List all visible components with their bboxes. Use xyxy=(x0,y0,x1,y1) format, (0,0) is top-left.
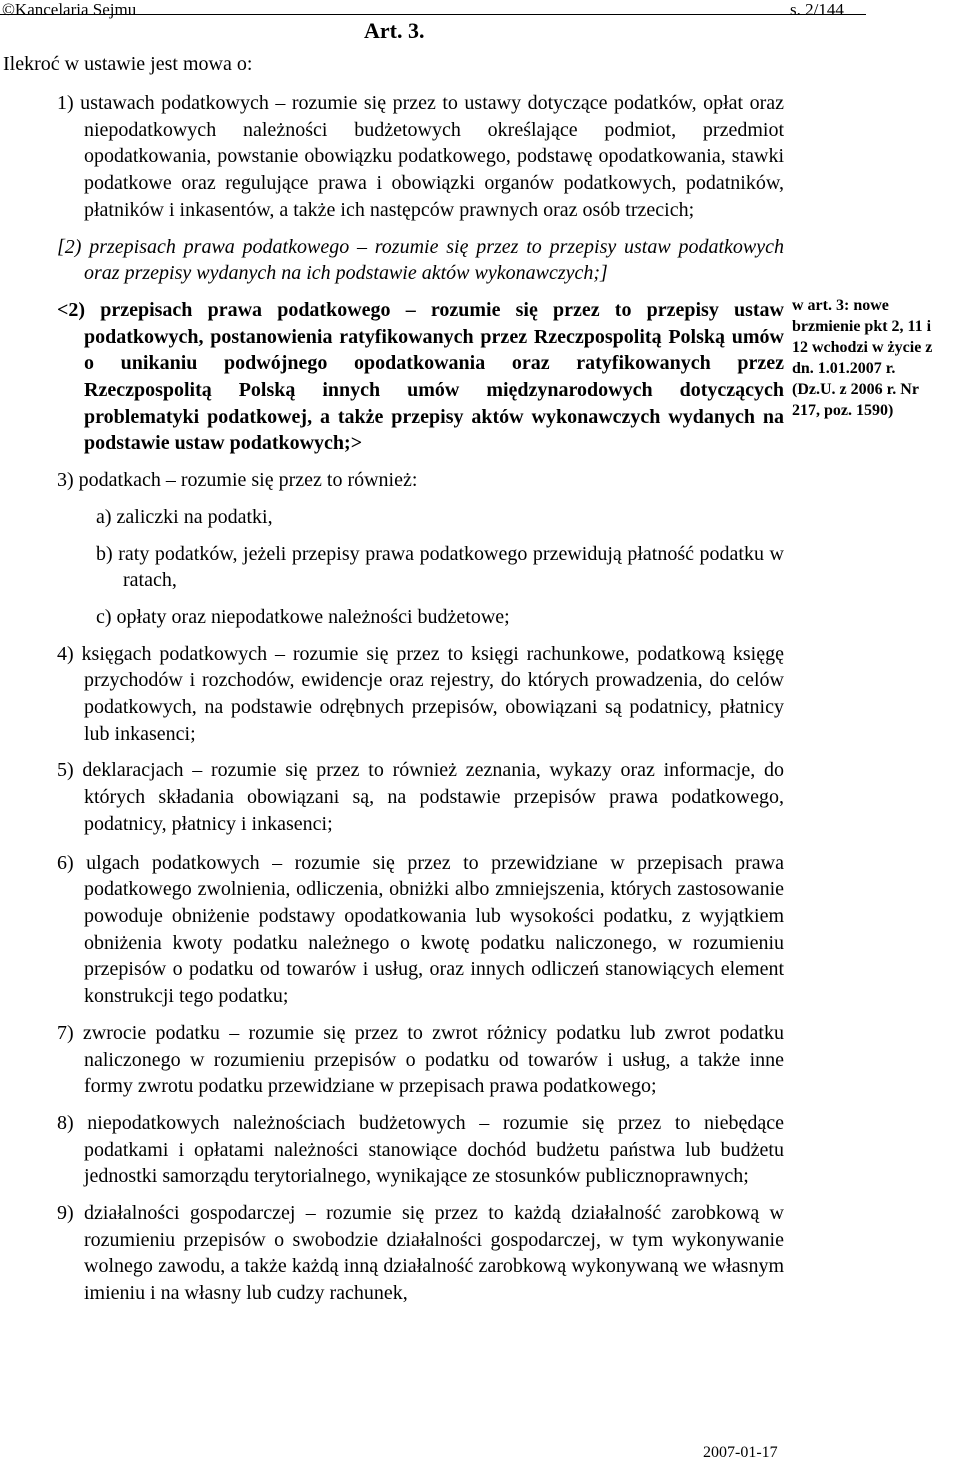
margin-note-line: dn. 1.01.2007 r. xyxy=(792,360,896,377)
item-3a: a) zaliczki na podatki, xyxy=(96,505,273,528)
article-intro: Ilekroć w ustawie jest mowa o: xyxy=(3,53,253,75)
margin-note xyxy=(792,295,960,421)
item-3c: c) opłaty oraz niepodatkowe należności budżetowe; xyxy=(96,605,510,628)
item-2-old-wording: [2) przepisach prawa podatkowego – rozumie się przez to przepisy ustaw podatkowych oraz przepisy wydanych na ich podstawie aktów wykonawczych;] xyxy=(57,235,784,285)
header-source: ©Kancelaria Sejmu xyxy=(2,0,137,19)
item-4: 4) księgach podatkowych – rozumie się przez to księgi rachunkowe, podatkową księgę przychodów i rozchodów, ewidencje oraz rejestry, do których prowadzenia, do celów podatkowych, na podstawie odrębnych przepisów, obowiązani są podatnicy, płatnicy lub inkasenci; xyxy=(57,642,784,745)
footer-date: 2007-01-17 xyxy=(703,1444,778,1461)
item-3b: b) raty podatków, jeżeli przepisy prawa podatkowego przewidują płatność podatku w ratach, xyxy=(96,542,784,592)
margin-note-line: (Dz.U. z 2006 r. Nr xyxy=(792,381,919,398)
margin-note-line: brzmienie pkt 2, 11 i xyxy=(792,318,932,335)
item-2-new-wording: <2) przepisach prawa podatkowego – rozumie się przez to przepisy ustaw podatkowych, postanowienia ratyfikowanych przez Rzeczpospolitą Polską umów o unikaniu podwójnego opodatkowania oraz ratyfikowanych przez Rzeczpospolitą Polską innych umów międzynarodowych dotyczących problematyki podatkowej, a także przepisy aktów wykonawczych wydanych na podstawie ustaw podatkowych;> xyxy=(57,298,784,455)
page-number: s. 2/144 xyxy=(790,0,844,19)
article-title: Art. 3. xyxy=(364,18,425,43)
item-9: 9) działalności gospodarczej – rozumie się przez to każdą działalność zarobkową w rozumieniu przepisów o swobodzie działalności gospodarczej, w tym wykonywanie wolnego zawodu, a także każdą inną działalność zarobkową wykonywaną we własnym imieniu i na własny lub cudzy rachunek, xyxy=(57,1202,784,1305)
item-7: 7) zwrocie podatku – rozumie się przez to zwrot różnicy podatku lub zwrot podatku naliczonego w rozumieniu przepisów o podatku od towarów i usług, a także inne formy zwrotu podatku przewidziane w przepisach prawa podatkowego; xyxy=(57,1021,784,1098)
header-divider xyxy=(0,14,866,15)
item-8: 8) niepodatkowych należnościach budżetowych – rozumie się przez to niebędące podatkami i opłatami należności stanowiące dochód budżetu państwa lub budżetu jednostki samorządu terytorialnego, wynikające ze stosunków publicznoprawnych; xyxy=(57,1111,784,1188)
margin-note-line: w art. 3: nowe xyxy=(792,297,889,314)
item-1: 1) ustawach podatkowych – rozumie się przez to ustawy dotyczące podatków, opłat oraz niepodatkowych należności budżetowych określające podmiot, przedmiot opodatkowania, powstanie obowiązku podatkowego, podstawę opodatkowania, stawki podatkowe oraz regulujące prawa i obowiązki organów podatkowych, podatników, płatników i inkasentów, a także ich następców prawnych oraz osób trzecich; xyxy=(57,92,784,221)
margin-note-line: 217, poz. 1590) xyxy=(792,402,894,419)
article-body xyxy=(57,90,784,1307)
margin-note-line: 12 wchodzi w życie z xyxy=(792,339,933,356)
item-6: 6) ulgach podatkowych – rozumie się przez to przewidziane w przepisach prawa podatkowego zwolnienia, odliczenia, obniżki albo zmniejszenia, których zastosowanie powoduje obniżenie podstawy opodatkowania lub wysokości podatku, z wyjątkiem obniżenia kwoty podatku należnego o kwotę podatku naliczonego, w rozumieniu przepisów o podatku od towarów i usług, oraz innych odliczeń stanowiących element konstrukcji tego podatku; xyxy=(57,851,784,1008)
item-5: 5) deklaracjach – rozumie się przez to również zeznania, wykazy oraz informacje, do których składania obowiązani są, na podstawie przepisów prawa podatkowego, podatnicy, płatnicy i inkasenci; xyxy=(57,759,784,835)
item-3: 3) podatkach – rozumie się przez to również: xyxy=(57,469,418,492)
